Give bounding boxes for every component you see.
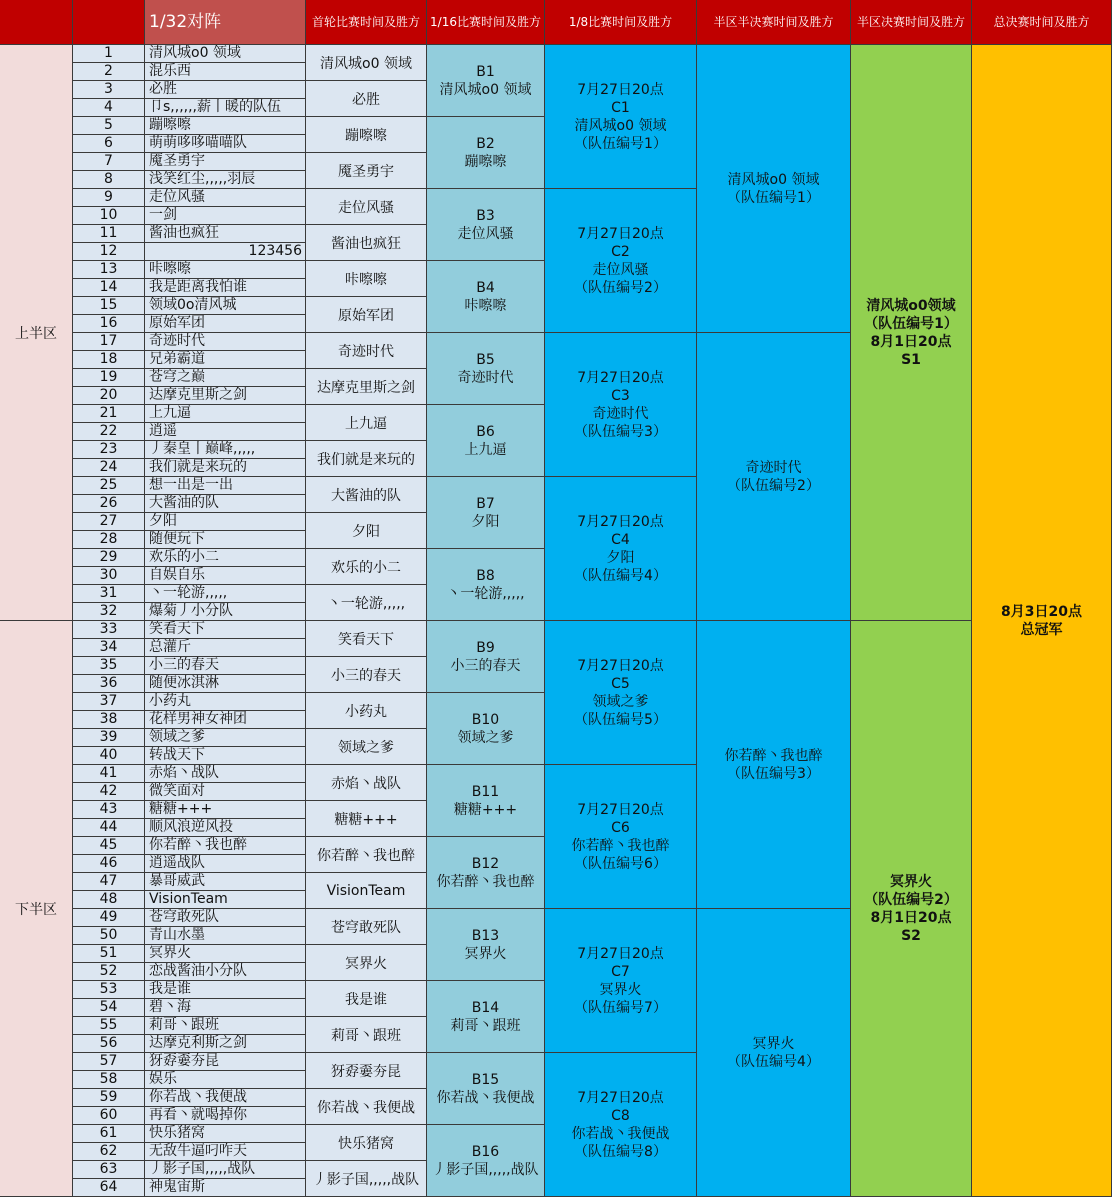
round8-code: C8 <box>611 1107 630 1124</box>
seed-number: 58 <box>73 1071 145 1089</box>
half-label: 下半区 <box>0 621 73 1197</box>
seed-number: 15 <box>73 297 145 315</box>
team-name: 欢乐的小二 <box>145 549 306 567</box>
seed-number: 5 <box>73 117 145 135</box>
round16-code: B3 <box>476 207 495 224</box>
half-final-winner: 清风城o0领域 <box>866 297 956 314</box>
round8-team-no: （队伍编号5） <box>574 711 667 728</box>
round16-winner: 丶一轮游,,,,, <box>446 585 525 602</box>
seed-number: 30 <box>73 567 145 585</box>
semi-cell <box>697 909 851 1197</box>
seed-number: 45 <box>73 837 145 855</box>
seed-number: 4 <box>73 99 145 117</box>
team-name: 快乐猪窝 <box>145 1125 306 1143</box>
round1-winner: 咔嚓嚓 <box>306 261 427 297</box>
team-name: 总灌斤 <box>145 639 306 657</box>
round16-winner: 你若战丶我便战 <box>436 1089 535 1106</box>
team-name: 酱油也疯狂 <box>145 225 306 243</box>
round16-code: B12 <box>471 855 500 872</box>
seed-number: 60 <box>73 1107 145 1125</box>
round16-winner: 走位风骚 <box>457 225 514 242</box>
header-blank-1 <box>0 0 73 45</box>
seed-number: 38 <box>73 711 145 729</box>
half-final-code: S1 <box>901 351 921 368</box>
header-semi: 半区半决赛时间及胜方 <box>697 0 851 45</box>
round16-code: B9 <box>476 639 495 656</box>
team-name: 魇圣勇宇 <box>145 153 306 171</box>
team-name: 兄弟霸道 <box>145 351 306 369</box>
round16-cell <box>427 405 545 477</box>
round1-winner: 笑看天下 <box>306 621 427 657</box>
semi-winner: 清风城o0 领域 <box>727 171 820 188</box>
round16-winner: 领域之爹 <box>457 729 514 746</box>
round16-winner: 清风城o0 领域 <box>439 81 532 98</box>
round16-winner: 糖糖+++ <box>453 801 518 818</box>
seed-number: 47 <box>73 873 145 891</box>
seed-number: 1 <box>73 45 145 63</box>
half-final-time: 8月1日20点 <box>870 333 952 350</box>
round8-cell <box>545 621 697 765</box>
round16-cell <box>427 837 545 909</box>
seed-number: 14 <box>73 279 145 297</box>
team-name: 娱乐 <box>145 1071 306 1089</box>
seed-number: 57 <box>73 1053 145 1071</box>
team-name: 想一出是一出 <box>145 477 306 495</box>
seed-number: 32 <box>73 603 145 621</box>
seed-number: 52 <box>73 963 145 981</box>
round1-winner: 奇迹时代 <box>306 333 427 369</box>
round1-winner: 夕阳 <box>306 513 427 549</box>
team-name: 奇迹时代 <box>145 333 306 351</box>
seed-number: 9 <box>73 189 145 207</box>
seed-number: 8 <box>73 171 145 189</box>
header-round16: 1/16比赛时间及胜方 <box>427 0 545 45</box>
round8-cell <box>545 1053 697 1197</box>
round8-cell <box>545 909 697 1053</box>
seed-number: 51 <box>73 945 145 963</box>
seed-number: 35 <box>73 657 145 675</box>
seed-number: 12 <box>73 243 145 261</box>
round8-winner: 冥界火 <box>599 981 642 998</box>
round8-code: C3 <box>611 387 630 404</box>
round16-winner: 丿影子国,,,,,战队 <box>432 1161 539 1178</box>
team-name: 123456 <box>145 243 306 261</box>
team-name: 丿秦皇丨巅峰,,,,, <box>145 441 306 459</box>
team-name: 青山水墨 <box>145 927 306 945</box>
round16-winner: 咔嚓嚓 <box>464 297 507 314</box>
team-name: 莉哥丶跟班 <box>145 1017 306 1035</box>
seed-number: 6 <box>73 135 145 153</box>
round1-winner: 魇圣勇宇 <box>306 153 427 189</box>
team-name: 暴哥威武 <box>145 873 306 891</box>
round8-winner: 走位风骚 <box>592 261 649 278</box>
round8-cell <box>545 333 697 477</box>
team-name: VisionTeam <box>145 891 306 909</box>
team-name: 丿影子国,,,,,战队 <box>145 1161 306 1179</box>
seed-number: 41 <box>73 765 145 783</box>
round8-winner: 你若醉丶我也醉 <box>571 837 670 854</box>
semi-team-no: （队伍编号3） <box>727 765 820 782</box>
round1-winner: 赤焰丶战队 <box>306 765 427 801</box>
round1-winner: 丶一轮游,,,,, <box>306 585 427 621</box>
seed-number: 53 <box>73 981 145 999</box>
half-final-team-no: （队伍编号1） <box>864 315 958 332</box>
seed-number: 36 <box>73 675 145 693</box>
round16-cell <box>427 981 545 1053</box>
round16-cell <box>427 261 545 333</box>
round16-code: B8 <box>476 567 495 584</box>
team-name: 再看丶就喝掉你 <box>145 1107 306 1125</box>
seed-number: 54 <box>73 999 145 1017</box>
seed-number: 16 <box>73 315 145 333</box>
round16-winner: 夕阳 <box>471 513 500 530</box>
team-name: 花样男神女神团 <box>145 711 306 729</box>
semi-team-no: （队伍编号2） <box>727 477 820 494</box>
half-final-winner: 冥界火 <box>890 873 932 890</box>
seed-number: 50 <box>73 927 145 945</box>
seed-number: 23 <box>73 441 145 459</box>
team-name: 随便冰淇淋 <box>145 675 306 693</box>
round16-code: B15 <box>471 1071 500 1088</box>
round8-code: C2 <box>611 243 630 260</box>
seed-number: 26 <box>73 495 145 513</box>
half-label: 上半区 <box>0 45 73 621</box>
team-name: 碧丶海 <box>145 999 306 1017</box>
seed-number: 20 <box>73 387 145 405</box>
seed-number: 61 <box>73 1125 145 1143</box>
round16-code: B5 <box>476 351 495 368</box>
round1-winner: 原始军团 <box>306 297 427 333</box>
team-name: 走位风骚 <box>145 189 306 207</box>
round16-winner: 奇迹时代 <box>457 369 514 386</box>
round16-cell <box>427 621 545 693</box>
header-blank-2 <box>73 0 145 45</box>
round16-code: B13 <box>471 927 500 944</box>
team-name: 顺风浪逆风投 <box>145 819 306 837</box>
round8-time: 7月27日20点 <box>577 945 664 962</box>
round16-code: B1 <box>476 63 495 80</box>
round8-code: C4 <box>611 531 630 548</box>
round16-winner: 冥界火 <box>464 945 507 962</box>
round1-winner: 我们就是来玩的 <box>306 441 427 477</box>
team-name: 苍穹敢死队 <box>145 909 306 927</box>
team-name: 浅笑红尘,,,,,羽辰 <box>145 171 306 189</box>
round16-code: B2 <box>476 135 495 152</box>
team-name: 我是谁 <box>145 981 306 999</box>
seed-number: 19 <box>73 369 145 387</box>
round16-cell <box>427 1053 545 1125</box>
round8-team-no: （队伍编号4） <box>574 567 667 584</box>
header-top32: 1/32对阵 <box>145 0 306 45</box>
round1-winner: 莉哥丶跟班 <box>306 1017 427 1053</box>
round1-winner: 糖糖+++ <box>306 801 427 837</box>
seed-number: 62 <box>73 1143 145 1161</box>
round8-time: 7月27日20点 <box>577 81 664 98</box>
semi-winner: 冥界火 <box>752 1035 795 1052</box>
team-name: 领域0o清风城 <box>145 297 306 315</box>
team-name: 恋战酱油小分队 <box>145 963 306 981</box>
round8-code: C5 <box>611 675 630 692</box>
team-name: 小三的春天 <box>145 657 306 675</box>
team-name: 混乐西 <box>145 63 306 81</box>
team-name: 小药丸 <box>145 693 306 711</box>
team-name: 上九逼 <box>145 405 306 423</box>
final-cell <box>972 45 1112 1197</box>
seed-number: 25 <box>73 477 145 495</box>
round8-time: 7月27日20点 <box>577 225 664 242</box>
round16-code: B7 <box>476 495 495 512</box>
seed-number: 21 <box>73 405 145 423</box>
round16-code: B16 <box>471 1143 500 1160</box>
team-name: 领域之爹 <box>145 729 306 747</box>
team-name: 糖糖+++ <box>145 801 306 819</box>
half-final-time: 8月1日20点 <box>870 909 952 926</box>
round1-winner: 必胜 <box>306 81 427 117</box>
round16-cell <box>427 549 545 621</box>
round16-cell <box>427 477 545 549</box>
seed-number: 40 <box>73 747 145 765</box>
round16-cell <box>427 1125 545 1197</box>
seed-number: 18 <box>73 351 145 369</box>
round16-winner: 你若醉丶我也醉 <box>436 873 535 890</box>
seed-number: 11 <box>73 225 145 243</box>
seed-number: 43 <box>73 801 145 819</box>
team-name: 笑看天下 <box>145 621 306 639</box>
seed-number: 22 <box>73 423 145 441</box>
seed-number: 3 <box>73 81 145 99</box>
team-name: 咔嚓嚓 <box>145 261 306 279</box>
final-label: 总冠军 <box>1020 621 1063 638</box>
round16-winner: 小三的春天 <box>450 657 521 674</box>
half-final-cell <box>851 621 972 1197</box>
round1-winner: 欢乐的小二 <box>306 549 427 585</box>
round16-cell <box>427 333 545 405</box>
round1-winner: 小药丸 <box>306 693 427 729</box>
round16-winner: 莉哥丶跟班 <box>450 1017 521 1034</box>
round8-cell <box>545 45 697 189</box>
round1-winner: 冥界火 <box>306 945 427 981</box>
round8-time: 7月27日20点 <box>577 801 664 818</box>
final-time: 8月3日20点 <box>1001 603 1082 620</box>
round1-winner: 我是谁 <box>306 981 427 1017</box>
seed-number: 49 <box>73 909 145 927</box>
team-name: 一剑 <box>145 207 306 225</box>
team-name: 我们就是来玩的 <box>145 459 306 477</box>
round16-cell <box>427 909 545 981</box>
round16-code: B11 <box>471 783 500 800</box>
header-round1: 首轮比赛时间及胜方 <box>306 0 427 45</box>
team-name: 无敌牛逼叼咋天 <box>145 1143 306 1161</box>
round8-cell <box>545 765 697 909</box>
seed-number: 17 <box>73 333 145 351</box>
round1-winner: 蹦嚓嚓 <box>306 117 427 153</box>
round8-time: 7月27日20点 <box>577 513 664 530</box>
round16-code: B6 <box>476 423 495 440</box>
seed-number: 37 <box>73 693 145 711</box>
round16-winner: 蹦嚓嚓 <box>464 153 507 170</box>
team-name: 原始军团 <box>145 315 306 333</box>
seed-number: 31 <box>73 585 145 603</box>
round8-time: 7月27日20点 <box>577 369 664 386</box>
seed-number: 7 <box>73 153 145 171</box>
seed-number: 64 <box>73 1179 145 1197</box>
round8-team-no: （队伍编号7） <box>574 999 667 1016</box>
round16-code: B4 <box>476 279 495 296</box>
seed-number: 56 <box>73 1035 145 1053</box>
team-name: 神鬼宙斯 <box>145 1179 306 1197</box>
team-name: 萌萌哆哆喵喵队 <box>145 135 306 153</box>
team-name: 你若战丶我便战 <box>145 1089 306 1107</box>
team-name: 微笑面对 <box>145 783 306 801</box>
team-name: 随便玩下 <box>145 531 306 549</box>
seed-number: 34 <box>73 639 145 657</box>
round16-code: B14 <box>471 999 500 1016</box>
seed-number: 46 <box>73 855 145 873</box>
round16-cell <box>427 693 545 765</box>
round1-winner: 你若醉丶我也醉 <box>306 837 427 873</box>
round1-winner: 犽孬嫑夯昆 <box>306 1053 427 1089</box>
round1-winner: 领域之爹 <box>306 729 427 765</box>
round1-winner: VisionTeam <box>306 873 427 909</box>
round8-time: 7月27日20点 <box>577 657 664 674</box>
round8-team-no: （队伍编号1） <box>574 135 667 152</box>
header-half-final: 半区决赛时间及胜方 <box>851 0 972 45</box>
seed-number: 27 <box>73 513 145 531</box>
seed-number: 39 <box>73 729 145 747</box>
team-name: 逍遥战队 <box>145 855 306 873</box>
half-final-code: S2 <box>901 927 921 944</box>
seed-number: 28 <box>73 531 145 549</box>
round16-cell <box>427 765 545 837</box>
seed-number: 42 <box>73 783 145 801</box>
seed-number: 55 <box>73 1017 145 1035</box>
round8-cell <box>545 477 697 621</box>
round8-winner: 领域之爹 <box>592 693 649 710</box>
team-name: 丶一轮游,,,,, <box>145 585 306 603</box>
round8-time: 7月27日20点 <box>577 1089 664 1106</box>
seed-number: 29 <box>73 549 145 567</box>
round1-winner: 走位风骚 <box>306 189 427 225</box>
round8-winner: 奇迹时代 <box>592 405 649 422</box>
round1-winner: 上九逼 <box>306 405 427 441</box>
round16-cell <box>427 45 545 117</box>
team-name: 你若醉丶我也醉 <box>145 837 306 855</box>
team-name: 清风城o0 领域 <box>145 45 306 63</box>
round8-winner: 你若战丶我便战 <box>571 1125 670 1142</box>
seed-number: 63 <box>73 1161 145 1179</box>
half-final-team-no: （队伍编号2） <box>864 891 958 908</box>
team-name: 逍遥 <box>145 423 306 441</box>
semi-cell <box>697 45 851 333</box>
team-name: 我是距离我怕谁 <box>145 279 306 297</box>
seed-number: 44 <box>73 819 145 837</box>
team-name: 卩s,,,,,,薪丨暖的队伍 <box>145 99 306 117</box>
team-name: 赤焰丶战队 <box>145 765 306 783</box>
round1-winner: 清风城o0 领域 <box>306 45 427 81</box>
seed-number: 10 <box>73 207 145 225</box>
team-name: 夕阳 <box>145 513 306 531</box>
seed-number: 24 <box>73 459 145 477</box>
half-final-cell <box>851 45 972 621</box>
seed-number: 48 <box>73 891 145 909</box>
round8-team-no: （队伍编号2） <box>574 279 667 296</box>
team-name: 大酱油的队 <box>145 495 306 513</box>
round8-team-no: （队伍编号3） <box>574 423 667 440</box>
team-name: 自娱自乐 <box>145 567 306 585</box>
team-name: 达摩克利斯之剑 <box>145 1035 306 1053</box>
round8-code: C1 <box>611 99 630 116</box>
header-round8: 1/8比赛时间及胜方 <box>545 0 697 45</box>
round8-cell <box>545 189 697 333</box>
team-name: 转战天下 <box>145 747 306 765</box>
seed-number: 2 <box>73 63 145 81</box>
semi-team-no: （队伍编号1） <box>727 189 820 206</box>
round8-winner: 清风城o0 领域 <box>574 117 667 134</box>
team-name: 冥界火 <box>145 945 306 963</box>
team-name: 爆菊丿小分队 <box>145 603 306 621</box>
team-name: 达摩克里斯之剑 <box>145 387 306 405</box>
round1-winner: 酱油也疯狂 <box>306 225 427 261</box>
round1-winner: 达摩克里斯之剑 <box>306 369 427 405</box>
seed-number: 59 <box>73 1089 145 1107</box>
semi-cell <box>697 621 851 909</box>
round8-code: C6 <box>611 819 630 836</box>
seed-number: 13 <box>73 261 145 279</box>
semi-cell <box>697 333 851 621</box>
semi-winner: 奇迹时代 <box>745 459 802 476</box>
round8-code: C7 <box>611 963 630 980</box>
semi-team-no: （队伍编号4） <box>727 1053 820 1070</box>
header-final: 总决赛时间及胜方 <box>972 0 1112 45</box>
round1-winner: 小三的春天 <box>306 657 427 693</box>
round8-winner: 夕阳 <box>606 549 635 566</box>
team-name: 必胜 <box>145 81 306 99</box>
round1-winner: 苍穹敢死队 <box>306 909 427 945</box>
team-name: 犽孬嫑夯昆 <box>145 1053 306 1071</box>
round16-code: B10 <box>471 711 500 728</box>
semi-winner: 你若醉丶我也醉 <box>724 747 823 764</box>
round16-cell <box>427 189 545 261</box>
round1-winner: 大酱油的队 <box>306 477 427 513</box>
round8-team-no: （队伍编号6） <box>574 855 667 872</box>
round1-winner: 丿影子国,,,,,战队 <box>306 1161 427 1197</box>
team-name: 蹦嚓嚓 <box>145 117 306 135</box>
round1-winner: 快乐猪窝 <box>306 1125 427 1161</box>
seed-number: 33 <box>73 621 145 639</box>
round16-winner: 上九逼 <box>464 441 507 458</box>
round1-winner: 你若战丶我便战 <box>306 1089 427 1125</box>
round16-cell <box>427 117 545 189</box>
round8-team-no: （队伍编号8） <box>574 1143 667 1160</box>
team-name: 苍穹之巅 <box>145 369 306 387</box>
